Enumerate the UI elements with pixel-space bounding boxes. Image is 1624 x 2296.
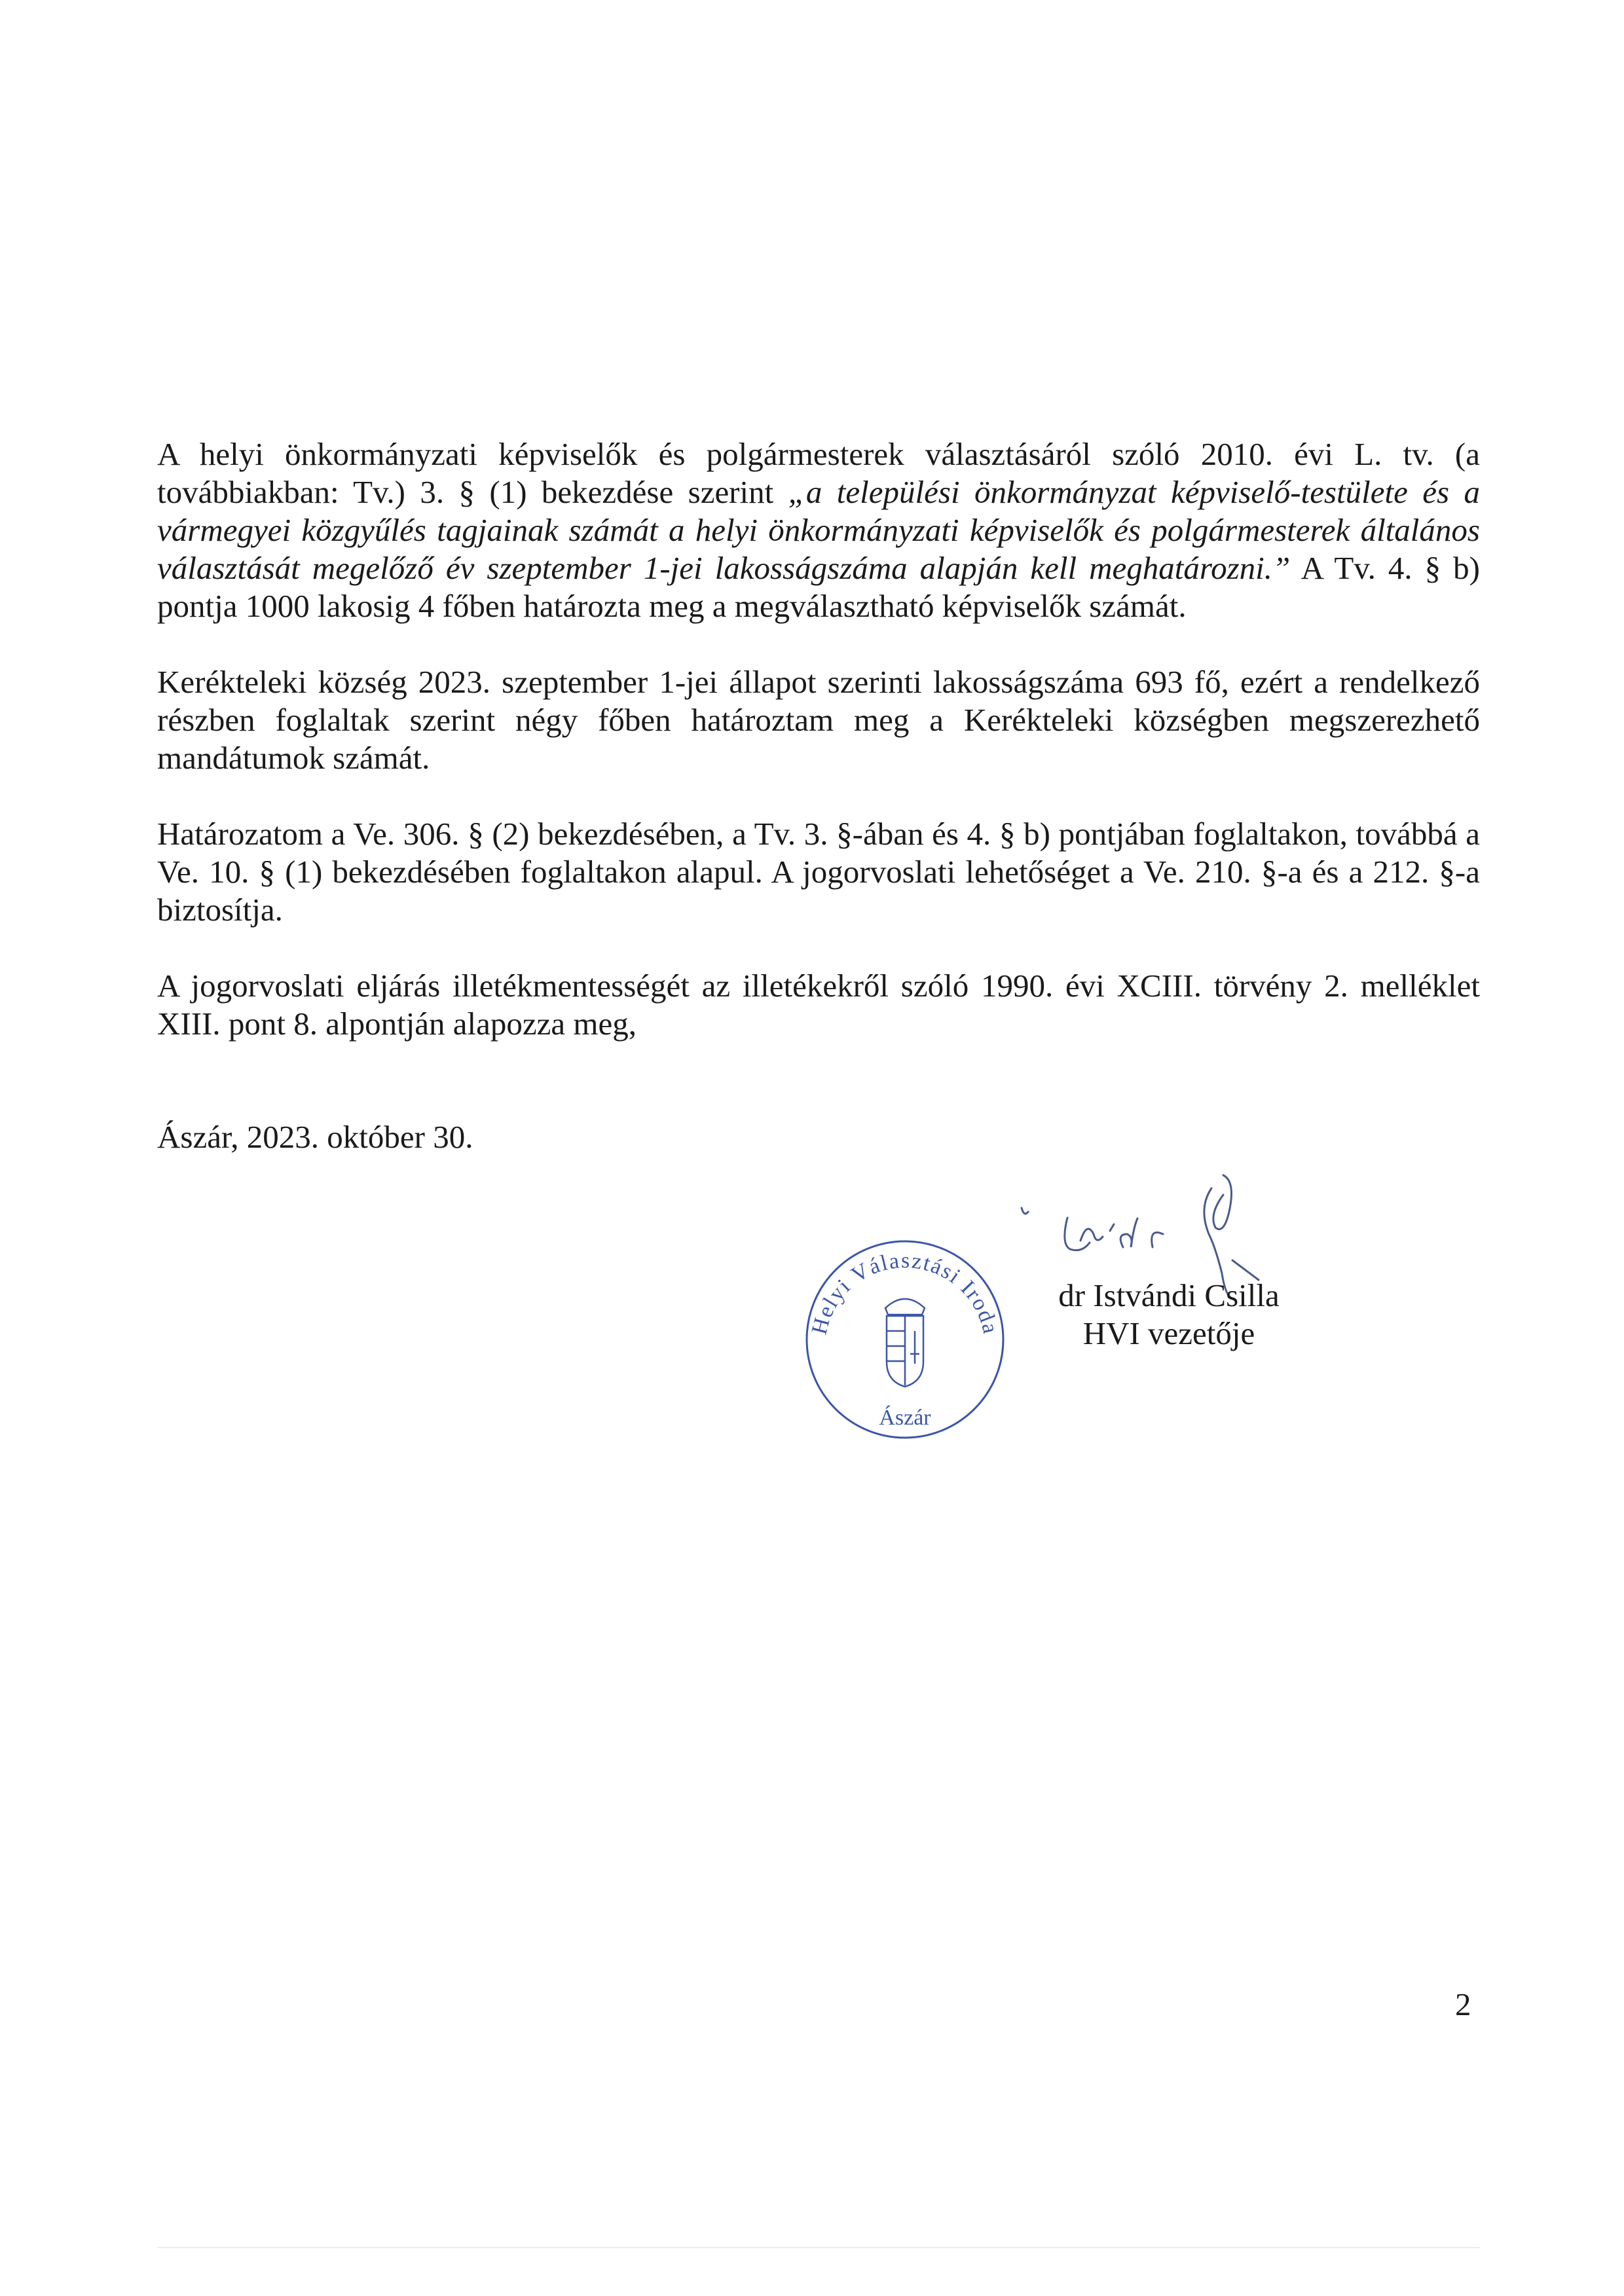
paragraph-decision-basis: Határozatom a Ve. 306. § (2) bekezdésében, a Tv. 3. §-ában és 4. § b) pontjában foglaltakon, továbbá a Ve. 10. § (1) bekezdésében foglaltakon alapul. A jogorvoslati lehetőséget a Ve. 210. §-a és a 212. §-a biztosítja. — [157, 816, 1480, 928]
seal-text-top: Helyi Választási Iroda — [807, 1248, 1003, 1338]
paragraph-fee-exemption: A jogorvoslati eljárás illetékmentességét az illetékekről szóló 1990. évi XCIII. törvény 2. melléklet XIII. pont 8. alpontján alapozza meg, — [157, 968, 1480, 1042]
paragraph-1-conclusion: A Tv. 4. § b) pontja 1000 lakosig 4 főben határozta meg a megválasztható képviselők számát. — [157, 550, 1480, 624]
signer-block — [1031, 1277, 1306, 1353]
official-seal — [794, 1223, 1016, 1446]
signer-title: HVI vezetője — [1082, 1315, 1255, 1351]
coat-of-arms-icon — [885, 1299, 925, 1387]
footer-divider — [157, 2247, 1480, 2248]
paragraph-1-quote: „a települési önkormányzat képviselő-testülete és a vármegyei közgyűlés tagjainak számát a helyi önkormányzati képviselők és polgármesterek általános választását megelőző év szeptember 1-jei lakosságszáma alapján kell meghatározni.” — [157, 474, 1480, 586]
seal-text-bottom: Ászár — [879, 1406, 931, 1430]
paragraph-legal-basis — [157, 435, 1480, 625]
signer-name: dr Istvándi Csilla — [1058, 1277, 1280, 1313]
paragraph-1-intro: A helyi önkormányzati képviselők és polgármesterek választásáról szóló 2010. évi L. tv. (a továbbiakban: Tv.) 3. § (1) bekezdése szerint — [157, 436, 1480, 510]
page-number: 2 — [1455, 1986, 1471, 2022]
paragraph-population: Kerékteleki község 2023. szeptember 1-jei állapot szerinti lakosságszáma 693 fő, ezért a rendelkező részben foglaltak szerint négy főben határoztam meg a Kerékteleki községben megszerezhető mandátumok számát. — [157, 664, 1480, 776]
date-line: Ászár, 2023. október 30. — [157, 1119, 473, 1155]
document-body — [157, 435, 1480, 1081]
